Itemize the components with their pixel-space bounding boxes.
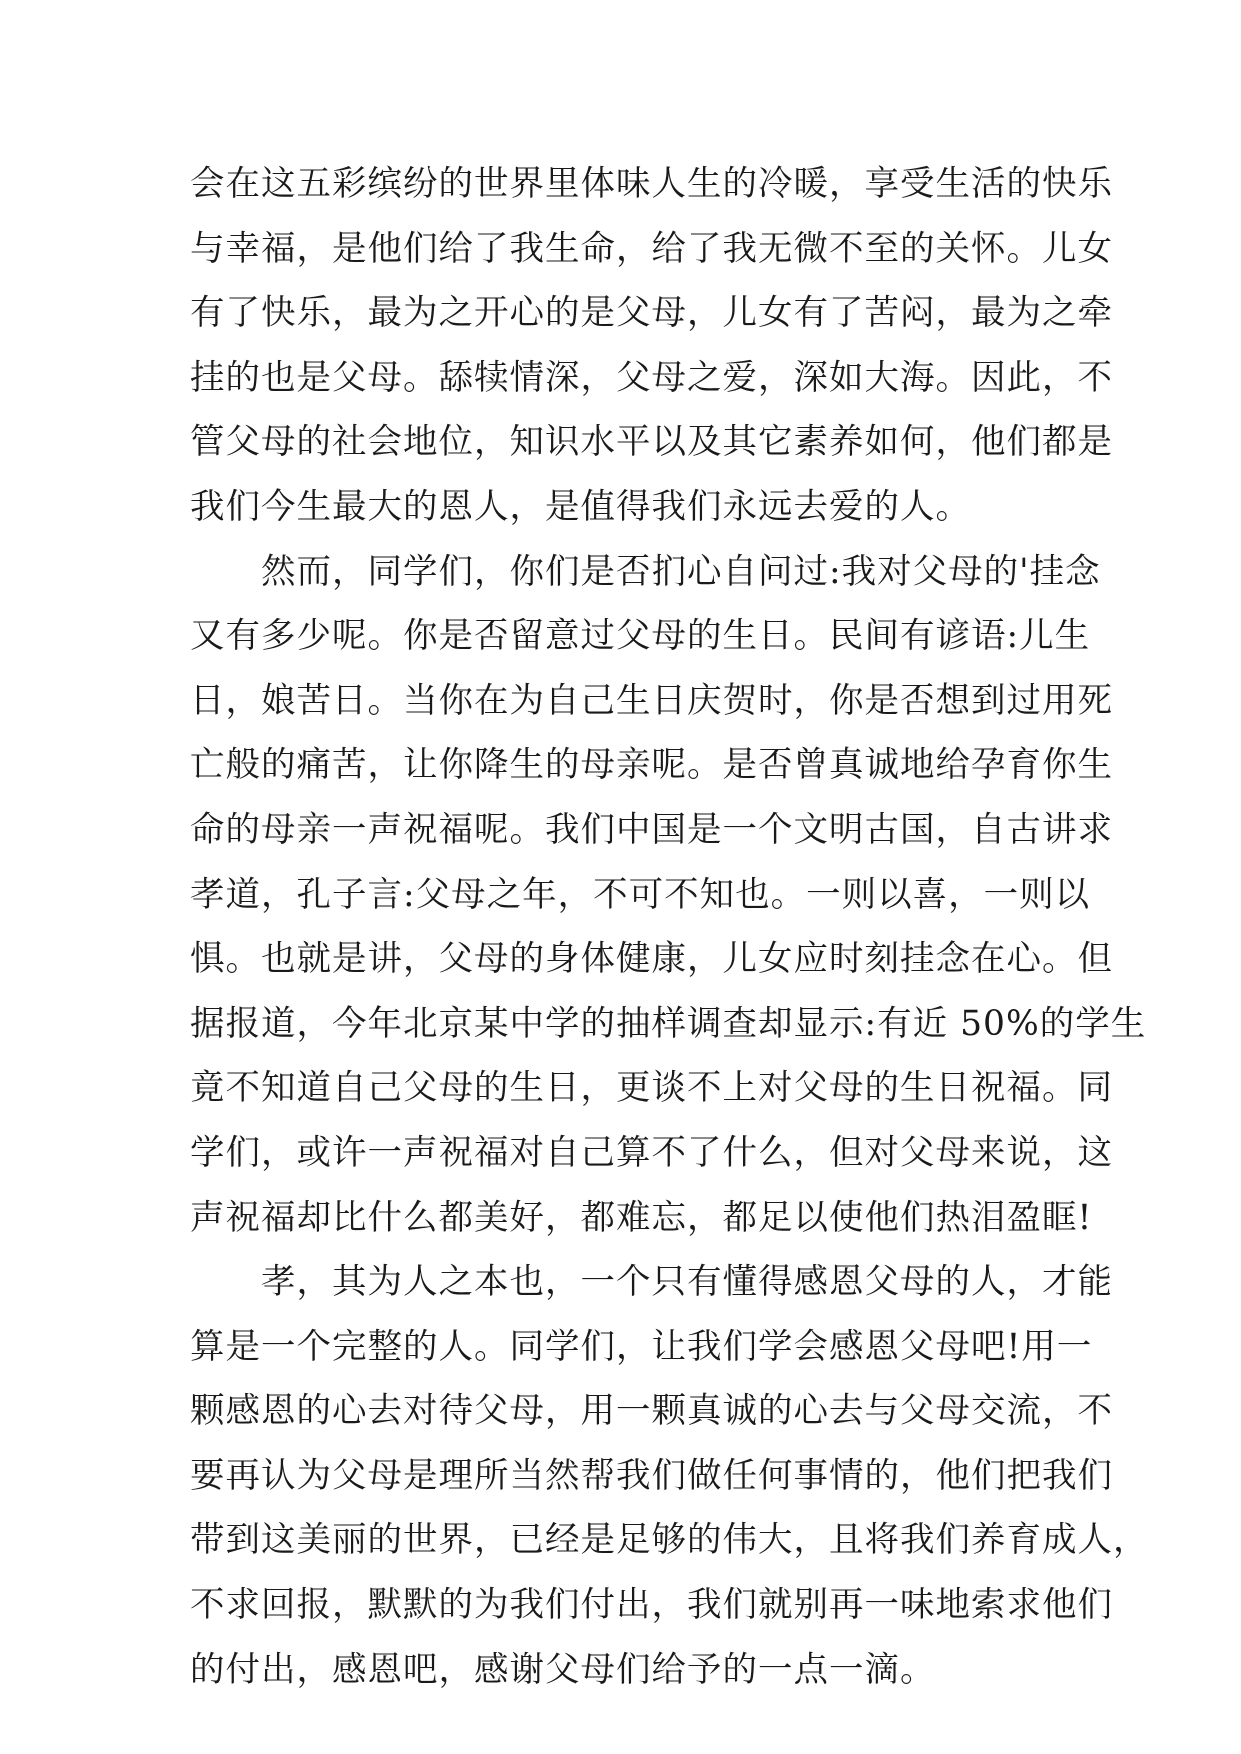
text-line: 不求回报，默默的为我们付出，我们就别再一味地索求他们 xyxy=(190,1585,1113,1626)
text-line: 有了快乐，最为之开心的是父母，儿女有了苦闷，最为之牵 xyxy=(190,293,1113,334)
text-line: 声祝福却比什么都美好，都难忘，都足以使他们热泪盈眶! xyxy=(190,1197,1093,1238)
text-line: 亡般的痛苦，让你降生的母亲呢。是否曾真诚地给孕育你生 xyxy=(190,745,1113,786)
text-line: 孝道，孔子言:父母之年，不可不知也。一则以喜，一则以 xyxy=(190,874,1091,915)
text-line: 会在这五彩缤纷的世界里体味人生的冷暖，享受生活的快乐 xyxy=(190,164,1113,204)
text-line: 又有多少呢。你是否留意过父母的生日。民间有谚语:儿生 xyxy=(190,616,1091,657)
text-line: 要再认为父母是理所当然帮我们做任何事情的，他们把我们 xyxy=(190,1455,1113,1496)
text-line: 惧。也就是讲，父母的身体健康，儿女应时刻挂念在心。但 xyxy=(190,939,1113,980)
text-line: 然而，同学们，你们是否扪心自问过:我对父母的'挂念 xyxy=(190,551,1101,592)
text-line: 带到这美丽的世界，已经是足够的伟大，且将我们养育成人， xyxy=(190,1520,1149,1561)
text-line: 竟不知道自己父母的生日，更谈不上对父母的生日祝福。同 xyxy=(190,1068,1113,1109)
text-line: 管父母的社会地位，知识水平以及其它素养如何，他们都是 xyxy=(190,422,1113,463)
text-line: 算是一个完整的人。同学们，让我们学会感恩父母吧!用一 xyxy=(190,1326,1093,1367)
body-text xyxy=(190,152,1149,1702)
text-line: 与幸福，是他们给了我生命，给了我无微不至的关怀。儿女 xyxy=(190,228,1113,269)
text-line: 孝，其为人之本也，一个只有懂得感恩父母的人，才能 xyxy=(190,1262,1113,1303)
text-line: 的付出，感恩吧，感谢父母们给予的一点一滴。 xyxy=(190,1649,936,1690)
text-line: 颗感恩的心去对待父母，用一颗真诚的心去与父母交流，不 xyxy=(190,1391,1113,1432)
text-line: 学们，或许一声祝福对自己算不了什么，但对父母来说，这 xyxy=(190,1132,1113,1173)
text-line: 我们今生最大的恩人，是值得我们永远去爱的人。 xyxy=(190,486,971,527)
text-line: 日，娘苦日。当你在为自己生日庆贺时，你是否想到过用死 xyxy=(190,680,1113,721)
text-line: 命的母亲一声祝福呢。我们中国是一个文明古国，自古讲求 xyxy=(190,809,1113,850)
text-line: 据报道，今年北京某中学的抽样调查却显示:有近 50%的学生 xyxy=(190,1003,1147,1044)
text-line: 挂的也是父母。舔犊情深，父母之爱，深如大海。因此，不 xyxy=(190,357,1113,398)
